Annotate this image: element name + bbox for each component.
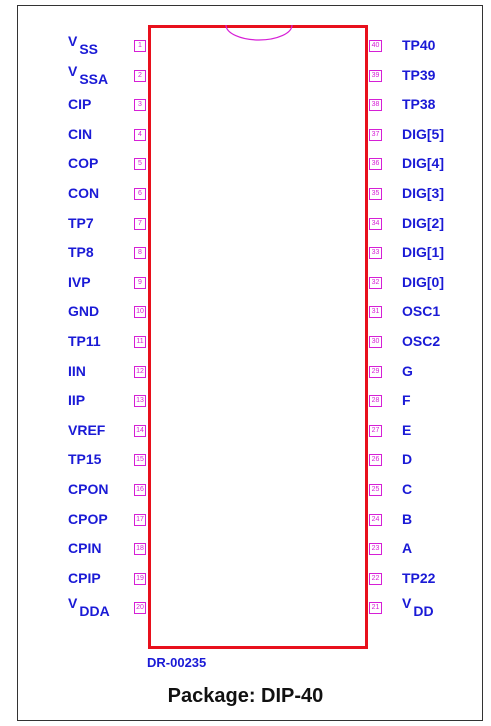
pin-label-13: IIP [68, 392, 86, 408]
pin-number-8: 8 [134, 247, 146, 259]
pin-label-24: B [402, 511, 413, 527]
pin-number-30: 30 [369, 336, 382, 348]
pin-label-39: TP39 [402, 67, 436, 83]
pin-label-35: DIG[3] [402, 185, 444, 201]
pin-label-31: OSC1 [402, 303, 441, 319]
pin-number-1: 1 [134, 40, 146, 52]
pin-number-5: 5 [134, 158, 146, 170]
pin-number-11: 11 [134, 336, 146, 348]
pin-label-37: DIG[5] [402, 126, 444, 142]
pin-number-23: 23 [369, 543, 382, 555]
pin-number-25: 25 [369, 484, 382, 496]
pin-label-22: TP22 [402, 570, 436, 586]
pin-number-4: 4 [134, 129, 146, 141]
pin-label-5: COP [68, 155, 99, 171]
pin-label-30: OSC2 [402, 333, 441, 349]
pin-label-11: TP11 [68, 333, 101, 349]
pin-label-17: CPOP [68, 511, 108, 527]
pin-number-32: 32 [369, 277, 382, 289]
pin-label-main: V [68, 33, 78, 49]
pin-number-12: 12 [134, 366, 146, 378]
pin-label-8: TP8 [68, 244, 94, 260]
pin-number-13: 13 [134, 395, 146, 407]
pin-label-40: TP40 [402, 37, 436, 53]
pin-label-2 [68, 63, 109, 87]
pin-number-37: 37 [369, 129, 382, 141]
pin-number-39: 39 [369, 70, 382, 82]
pin-number-6: 6 [134, 188, 146, 200]
pin-label-27: E [402, 422, 412, 438]
pin-number-21: 21 [369, 602, 382, 614]
pin-label-14: VREF [68, 422, 106, 438]
pin-number-18: 18 [134, 543, 146, 555]
pin-label-subscript: DD [413, 603, 434, 619]
pin-number-40: 40 [369, 40, 382, 52]
pin-label-29: G [402, 363, 413, 379]
pin-number-10: 10 [134, 306, 146, 318]
pin-label-26: D [402, 451, 413, 467]
pin-number-17: 17 [134, 514, 146, 526]
pin-label-19: CPIP [68, 570, 101, 586]
pin1-notch [224, 25, 294, 43]
pin-number-14: 14 [134, 425, 146, 437]
pin-label-25: C [402, 481, 413, 497]
pin-label-38: TP38 [402, 96, 436, 112]
pin-label-10: GND [68, 303, 100, 319]
pin-label-32: DIG[0] [402, 274, 444, 290]
pin-label-16: CPON [68, 481, 109, 497]
pin-label-3: CIP [68, 96, 92, 112]
pin-label-main: V [68, 63, 78, 79]
pin-label-main: V [402, 595, 412, 611]
pin-label-main: V [68, 595, 78, 611]
pin-number-19: 19 [134, 573, 146, 585]
pin-label-36: DIG[4] [402, 155, 444, 171]
pin-label-subscript: SS [79, 41, 99, 57]
pin-label-23: A [402, 540, 413, 556]
pin-number-34: 34 [369, 218, 382, 230]
chip-body [148, 25, 368, 649]
pin-label-4: CIN [68, 126, 93, 142]
pin-number-9: 9 [134, 277, 146, 289]
pin-label-subscript: DDA [79, 603, 110, 619]
pin-number-27: 27 [369, 425, 382, 437]
pin-number-36: 36 [369, 158, 382, 170]
pin-label-28: F [402, 392, 411, 408]
package-caption: Package: DIP-40 [167, 685, 324, 707]
pin-number-15: 15 [134, 454, 146, 466]
document-number: DR-00235 [147, 655, 207, 670]
pin-label-20 [68, 595, 110, 619]
pin-label-6: CON [68, 185, 100, 201]
pin-number-3: 3 [134, 99, 146, 111]
pin-number-29: 29 [369, 366, 382, 378]
pin-number-20: 20 [134, 602, 146, 614]
pin-label-33: DIG[1] [402, 244, 444, 260]
pin-label-34: DIG[2] [402, 215, 444, 231]
pin-label-18: CPIN [68, 540, 102, 556]
pin-label-12: IIN [68, 363, 86, 379]
pin-label-7: TP7 [68, 215, 94, 231]
pin-label-21 [402, 595, 434, 619]
pin-number-35: 35 [369, 188, 382, 200]
pin-number-24: 24 [369, 514, 382, 526]
pin-number-31: 31 [369, 306, 382, 318]
pin-number-33: 33 [369, 247, 382, 259]
pin-label-subscript: SSA [79, 71, 109, 87]
pin-number-16: 16 [134, 484, 146, 496]
pin-number-2: 2 [134, 70, 146, 82]
pin-number-22: 22 [369, 573, 382, 585]
pin-label-15: TP15 [68, 451, 102, 467]
pin-number-26: 26 [369, 454, 382, 466]
pin-number-7: 7 [134, 218, 146, 230]
pin-number-38: 38 [369, 99, 382, 111]
pin-label-9: IVP [68, 274, 91, 290]
pin-number-28: 28 [369, 395, 382, 407]
pin-label-1 [68, 33, 99, 57]
